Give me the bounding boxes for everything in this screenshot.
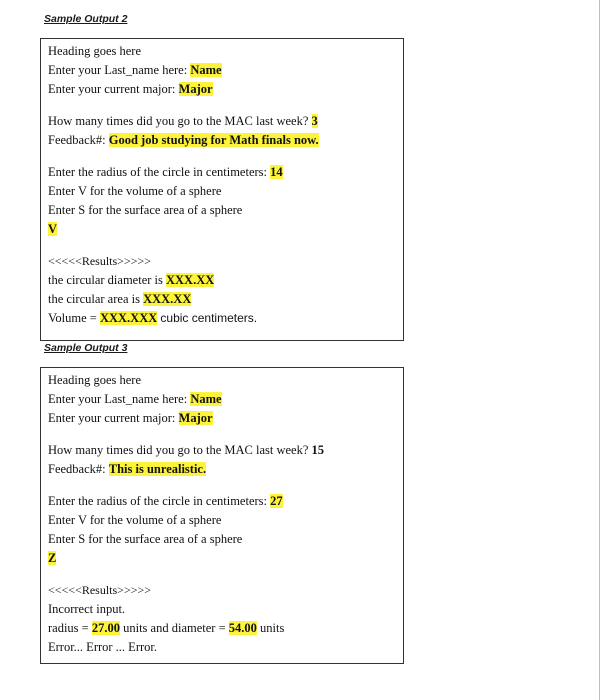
option-v-line: Enter V for the volume of a sphere [48, 513, 222, 527]
radius-prompt: Enter the radius of the circle in centimeters: [48, 165, 268, 179]
feedback-prompt: Feedback#: [48, 133, 106, 147]
volume-prompt: Volume = [48, 311, 97, 325]
last-name-value: Name [190, 392, 222, 406]
diameter-value: XXX.XX [166, 273, 215, 287]
last-name-prompt: Enter your Last_name here: [48, 63, 188, 77]
feedback-value: This is unrealistic. [108, 462, 207, 476]
page-edge-divider [599, 0, 600, 700]
last-name-line [48, 390, 403, 409]
major-value: Major [178, 82, 213, 96]
diameter-mid: units and diameter = [123, 621, 226, 635]
volume-value: XXX.XXX [99, 311, 158, 325]
heading-line: Heading goes here [48, 44, 142, 58]
incorrect-input-line: Incorrect input. [48, 602, 126, 616]
radius-value: 14 [270, 165, 283, 179]
radius-value: 27 [270, 494, 283, 508]
choice-line [48, 549, 403, 568]
choice-line [48, 220, 403, 239]
sample-output-2-box [40, 38, 404, 341]
radius-line [48, 492, 403, 511]
radius-diameter-line [48, 619, 403, 638]
mac-line [48, 112, 403, 131]
volume-line [48, 309, 403, 328]
mac-prompt: How many times did you go to the MAC last week? [48, 114, 309, 128]
area-prompt: the circular area is [48, 292, 140, 306]
diameter-prompt: the circular diameter is [48, 273, 163, 287]
mac-value: 3 [311, 114, 318, 128]
feedback-line [48, 460, 403, 479]
choice-value: V [48, 222, 58, 236]
major-line [48, 409, 403, 428]
sample-output-2-label: Sample Output 2 [44, 13, 128, 25]
feedback-line [48, 131, 403, 150]
radius-line [48, 163, 403, 182]
diameter-line [48, 271, 403, 290]
major-line [48, 80, 403, 99]
radius-label: radius = [48, 621, 89, 635]
area-line [48, 290, 403, 309]
major-value: Major [178, 411, 213, 425]
sample-output-3-label: Sample Output 3 [44, 342, 128, 354]
radius-prompt: Enter the radius of the circle in centimeters: [48, 494, 268, 508]
option-v-line: Enter V for the volume of a sphere [48, 184, 222, 198]
volume-units: cubic centimeters. [160, 311, 258, 325]
mac-value: 15 [311, 443, 325, 457]
last-name-prompt: Enter your Last_name here: [48, 392, 188, 406]
option-s-line: Enter S for the surface area of a sphere [48, 203, 243, 217]
major-prompt: Enter your current major: [48, 82, 176, 96]
major-prompt: Enter your current major: [48, 411, 176, 425]
results-header: <<<<<Results>>>>> [48, 583, 152, 597]
results-header: <<<<<Results>>>>> [48, 254, 152, 268]
mac-prompt: How many times did you go to the MAC last week? [48, 443, 309, 457]
mac-line [48, 441, 403, 460]
last-name-value: Name [190, 63, 222, 77]
heading-line: Heading goes here [48, 373, 142, 387]
sample-output-3-box [40, 367, 404, 664]
error-line: Error... Error ... Error. [48, 640, 157, 654]
diameter-result: 54.00 [228, 621, 257, 635]
units-text: units [260, 621, 285, 635]
feedback-value: Good job studying for Math finals now. [108, 133, 319, 147]
choice-value: Z [48, 551, 57, 565]
option-s-line: Enter S for the surface area of a sphere [48, 532, 243, 546]
radius-result: 27.00 [91, 621, 120, 635]
last-name-line [48, 61, 403, 80]
area-value: XXX.XX [143, 292, 192, 306]
feedback-prompt: Feedback#: [48, 462, 106, 476]
